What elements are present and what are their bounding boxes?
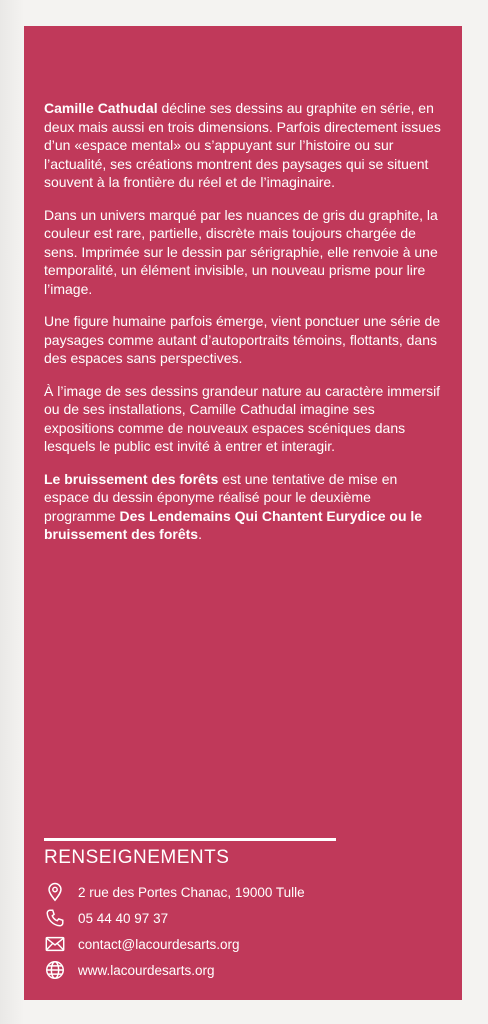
phone-icon	[44, 907, 66, 929]
paragraph-1-text: décline ses dessins au graphite en série, en deux mais aussi en trois dimensions. Parfois directement issues d’un «espace mental» ou s’appuyant sur l’histoire ou sur l’actualité, ses créations montrent des paysages qui se situent souvent à la frontière du réel et de l’imaginaire.	[44, 100, 441, 190]
envelope-icon	[44, 933, 66, 955]
phone-row	[44, 905, 354, 931]
paragraph-4: À l’image de ses dessins grandeur nature au caractère immersif ou de ses installations, Camille Cathudal imagine ses expositions comme de nouveaux espaces scéniques dans lesquels le public est invité à entrer et interagir.	[44, 382, 441, 454]
info-title: RENSEIGNEMENTS	[44, 847, 230, 868]
address-row	[44, 879, 354, 905]
website-link[interactable]: www.lacourdesarts.org	[78, 962, 215, 978]
email-link[interactable]: contact@lacourdesarts.org	[78, 936, 240, 952]
artist-description	[44, 99, 444, 558]
paragraph-3: Une figure humaine parfois émerge, vient ponctuer une série de paysages comme autant d’autoportraits témoins, flottants, dans des espaces sans perspectives.	[44, 313, 441, 366]
address-text: 2 rue des Portes Chanac, 19000 Tulle	[78, 884, 305, 900]
globe-icon	[44, 959, 66, 981]
info-divider	[44, 838, 336, 841]
adjacent-page-edge	[0, 0, 24, 1024]
paragraph-5-text: est une tentative de mise en espace du dessin éponyme réalisé pour le deuxième programme	[44, 470, 398, 524]
work-title: Le bruissement des forêts	[44, 470, 219, 487]
program-title: Des Lendemains Qui Chantent Eurydice ou le bruissement des forêts	[44, 507, 423, 542]
paragraph-1	[44, 99, 444, 192]
artist-name: Camille Cathudal	[44, 100, 158, 116]
content-panel	[24, 26, 462, 1000]
paragraph-2: Dans un univers marqué par les nuances de gris du graphite, la couleur est rare, partielle, discrète mais toujours chargée de sens. Imprimée sur le dessin par sérigraphie, elle renvoie à une temporalité, un élément invisible, un nouveau prisme pour lire l’image.	[44, 206, 438, 297]
email-row	[44, 931, 354, 957]
location-pin-icon	[44, 881, 66, 903]
website-row	[44, 957, 354, 983]
phone-text[interactable]: 05 44 40 97 37	[78, 910, 169, 926]
info-section	[44, 838, 354, 983]
paragraph-5-tail: .	[198, 526, 202, 542]
paragraph-5	[44, 470, 444, 544]
